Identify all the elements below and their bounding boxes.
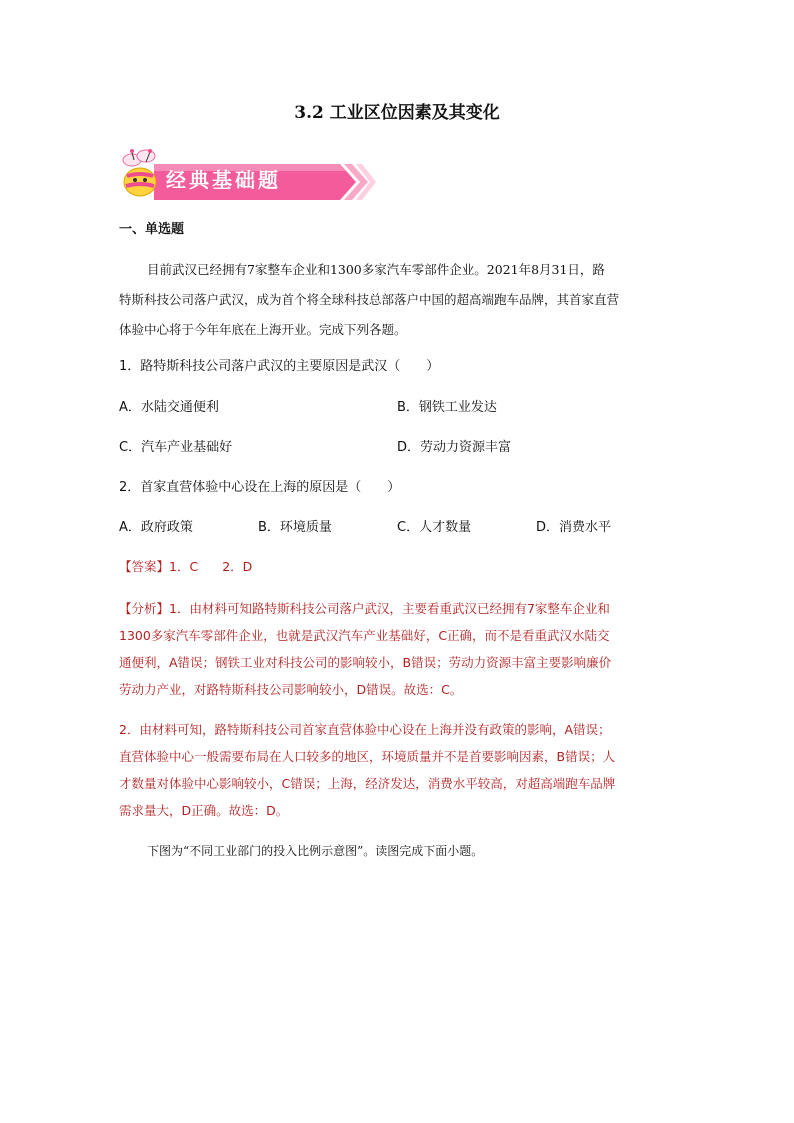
question-2-option-d: D．消费水平 bbox=[536, 520, 612, 535]
analysis-label: 【分析】 bbox=[119, 601, 170, 616]
analysis-line: 直营体验中心一般需要布局在人口较多的地区，环境质量并不是首要影响因素，B错误；人 bbox=[119, 749, 616, 764]
question-1-option-b: B．钢铁工业发达 bbox=[397, 400, 497, 415]
analysis-line: 需求量大，D正确。故选：D。 bbox=[119, 803, 289, 818]
passage-line: 特斯科技公司落户武汉，成为首个将全球科技总部落户中国的超高端跑车品牌，其首家直营 bbox=[119, 292, 620, 307]
question-1-option-a: A．水陆交通便利 bbox=[119, 400, 219, 415]
answer-line bbox=[119, 557, 252, 575]
question-2-option-a: A．政府政策 bbox=[119, 520, 193, 535]
passage-line: 体验中心将于今年年底在上海开业。完成下列各题。 bbox=[119, 322, 407, 337]
question-2-stem: 2．首家直营体验中心设在上海的原因是（ ） bbox=[119, 480, 401, 495]
figure-intro-text: 下图为“不同工业部门的投入比例示意图”。读图完成下面小题。 bbox=[147, 844, 484, 858]
page-title: 3.2 工业区位因素及其变化 bbox=[294, 103, 500, 123]
analysis-line: 1300多家汽车零部件企业，也就是武汉汽车产业基础好，C正确，而不是看重武汉水陆交 bbox=[119, 628, 610, 643]
analysis-part-2 bbox=[119, 716, 679, 824]
question-2-option-b: B．环境质量 bbox=[258, 520, 332, 535]
answer-label: 【答案】 bbox=[119, 559, 170, 574]
banner-label: 经典基础题 bbox=[166, 168, 281, 192]
analysis-line: 劳动力产业，对路特斯科技公司影响较小，D错误。故选：C。 bbox=[119, 682, 463, 697]
section-heading: 一、单选题 bbox=[119, 222, 185, 237]
question-1-option-d: D．劳动力资源丰富 bbox=[397, 440, 512, 455]
answer-1: 1．C bbox=[169, 559, 199, 574]
question-1-option-c: C．汽车产业基础好 bbox=[119, 440, 233, 455]
answer-2: 2．D bbox=[222, 559, 253, 574]
question-2-option-c: C．人才数量 bbox=[397, 520, 472, 535]
analysis-line: 2．由材料可知，路特斯科技公司首家直营体验中心设在上海并没有政策的影响，A错误； bbox=[119, 722, 611, 737]
analysis-part-1 bbox=[119, 595, 679, 703]
passage bbox=[119, 255, 675, 345]
analysis-line: 才数量对体验中心影响较小，C错误；上海，经济发达，消费水平较高，对超高端跑车品牌 bbox=[119, 776, 616, 791]
question-1-stem: 1．路特斯科技公司落户武汉的主要原因是武汉（ ） bbox=[119, 359, 440, 374]
analysis-line: 【分析】1．由材料可知路特斯科技公司落户武汉，主要看重武汉已经拥有7家整车企业和 bbox=[119, 601, 610, 616]
bee-icon bbox=[123, 149, 156, 196]
analysis-line: 通便利，A错误；钢铁工业对科技公司的影响较小，B错误；劳动力资源丰富主要影响廉价 bbox=[119, 655, 612, 670]
section-banner bbox=[118, 146, 378, 204]
passage-line: 目前武汉已经拥有7家整车企业和1300多家汽车零部件企业。2021年8月31日，路 bbox=[147, 262, 605, 277]
